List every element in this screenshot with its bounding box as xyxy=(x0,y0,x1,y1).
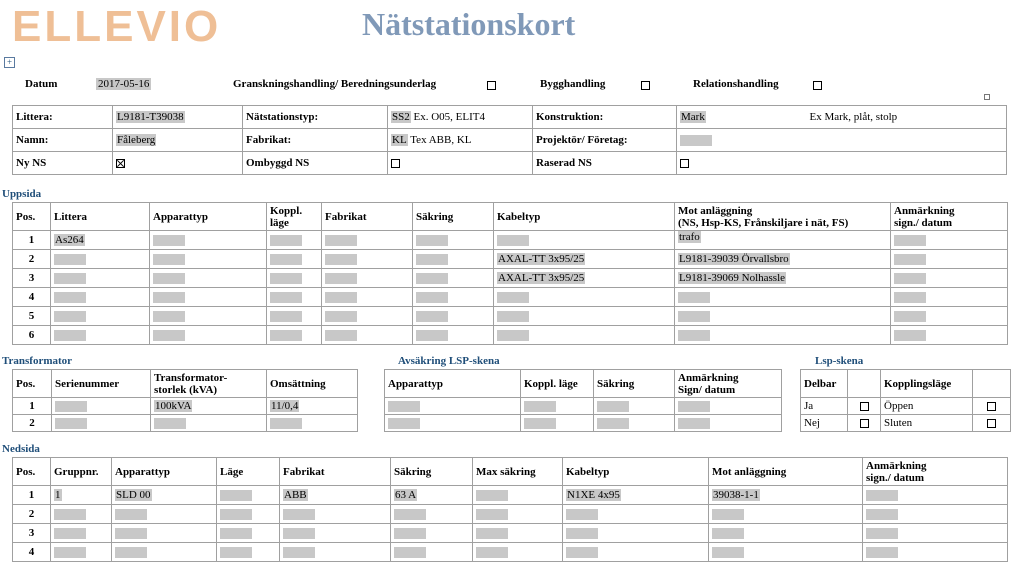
fabrikat-cell[interactable] xyxy=(322,326,413,345)
kabeltyp-cell[interactable] xyxy=(494,288,675,307)
kabeltyp-cell[interactable] xyxy=(494,326,675,345)
sakring-cell[interactable] xyxy=(413,269,494,288)
pos-cell: 1 xyxy=(13,398,52,415)
lage-cell[interactable] xyxy=(217,543,280,562)
fabrikat-cell[interactable] xyxy=(280,543,391,562)
max-sakring-cell[interactable] xyxy=(473,505,563,524)
anmarkning-cell[interactable] xyxy=(863,524,1008,543)
max-sakring-cell[interactable] xyxy=(473,524,563,543)
bygghandling-checkbox[interactable] xyxy=(641,79,650,91)
transformator-heading: Transformator xyxy=(2,355,73,367)
apparattyp-cell[interactable] xyxy=(385,398,521,415)
konstruktion-value: Ex Mark, plåt, stolp xyxy=(807,106,1007,129)
apparattyp-cell[interactable] xyxy=(150,250,267,269)
table-row xyxy=(13,269,1008,288)
anmarkning-cell[interactable] xyxy=(863,486,1008,505)
info-table xyxy=(12,105,1007,175)
ny-ns-checkbox[interactable] xyxy=(113,152,243,175)
littera-cell[interactable] xyxy=(51,307,150,326)
littera-cell[interactable] xyxy=(51,326,150,345)
delbar-label: Ja xyxy=(801,398,848,415)
pos-cell: 1 xyxy=(13,231,51,250)
mot-cell[interactable] xyxy=(675,326,891,345)
kopplingslage-oppen-checkbox[interactable] xyxy=(973,398,1011,415)
pos-cell: 5 xyxy=(13,307,51,326)
sakring-cell[interactable] xyxy=(594,415,675,432)
table-row xyxy=(801,398,1011,415)
sakring-cell[interactable] xyxy=(413,307,494,326)
kopplingslage-label: Öppen xyxy=(881,398,973,415)
table-row xyxy=(801,415,1011,432)
omsattning-cell[interactable]: 11/0,4 xyxy=(267,398,358,415)
littera-value[interactable]: L9181-T39038 xyxy=(113,106,243,129)
col-littera: Littera xyxy=(51,203,150,231)
datum-value[interactable]: 2017-05-16 xyxy=(98,78,150,90)
anmarkning-cell[interactable] xyxy=(675,415,782,432)
anmarkning-cell[interactable] xyxy=(891,269,1008,288)
mot-cell[interactable] xyxy=(709,543,863,562)
anmarkning-cell[interactable] xyxy=(891,307,1008,326)
lsp-skena-table xyxy=(800,369,1011,432)
col-serienummer: Serienummer xyxy=(52,370,151,398)
col-sakring: Säkring xyxy=(413,203,494,231)
col-apparattyp: Apparattyp xyxy=(112,458,217,486)
namn-label: Namn: xyxy=(13,129,113,152)
table-row xyxy=(13,288,1008,307)
kabeltyp-cell[interactable] xyxy=(494,307,675,326)
natstationstyp-value[interactable]: SS2 Ex. O05, ELIT4 xyxy=(388,106,533,129)
page-title: Nätstationskort xyxy=(362,6,576,42)
col-pos: Pos. xyxy=(13,458,51,486)
fabrikat-cell[interactable] xyxy=(280,524,391,543)
col-kopplingslage: Kopplingsläge xyxy=(881,370,973,398)
relationshandling-checkbox[interactable] xyxy=(813,79,822,91)
koppl-cell[interactable] xyxy=(267,288,322,307)
col-gruppnr: Gruppnr. xyxy=(51,458,112,486)
fabrikat-cell[interactable] xyxy=(280,505,391,524)
lage-cell[interactable] xyxy=(217,524,280,543)
col-fabrikat: Fabrikat xyxy=(322,203,413,231)
transformator-table xyxy=(12,369,358,432)
pos-cell: 2 xyxy=(13,505,51,524)
table-resize-handle-icon[interactable] xyxy=(984,94,990,100)
konstruktion-code[interactable]: Mark xyxy=(677,106,807,129)
kopplingslage-sluten-checkbox[interactable] xyxy=(973,415,1011,432)
kabeltyp-cell[interactable]: AXAL-TT 3x95/25 xyxy=(494,269,675,288)
projektor-value[interactable] xyxy=(677,129,1007,152)
max-sakring-cell[interactable] xyxy=(473,486,563,505)
mot-cell[interactable]: L9181-39039 Örvallsbro xyxy=(675,250,891,269)
col-anmarkning: Anmärkning Sign/ datum xyxy=(675,370,782,398)
fabrikat-label: Fabrikat: xyxy=(243,129,388,152)
anmarkning-cell[interactable] xyxy=(863,543,1008,562)
mot-cell[interactable]: 39038-1-1 xyxy=(709,486,863,505)
serienummer-cell[interactable] xyxy=(52,415,151,432)
col-koppl-lage: Koppl. läge xyxy=(521,370,594,398)
col-fabrikat: Fabrikat xyxy=(280,458,391,486)
kabeltyp-cell[interactable] xyxy=(563,524,709,543)
sakring-cell[interactable] xyxy=(391,505,473,524)
mot-cell[interactable] xyxy=(675,307,891,326)
littera-cell[interactable] xyxy=(51,288,150,307)
col-koppl-lage: Koppl. läge xyxy=(267,203,322,231)
delbar-ja-checkbox[interactable] xyxy=(848,398,881,415)
omsattning-cell[interactable] xyxy=(267,415,358,432)
avsakring-table xyxy=(384,369,782,432)
fabrikat-value[interactable]: KL Tex ABB, KL xyxy=(388,129,533,152)
anmarkning-cell[interactable] xyxy=(863,505,1008,524)
sakring-cell[interactable] xyxy=(391,524,473,543)
fabrikat-cell[interactable] xyxy=(322,250,413,269)
apparattyp-cell[interactable] xyxy=(112,505,217,524)
pos-cell: 3 xyxy=(13,524,51,543)
apparattyp-cell[interactable]: SLD 00 xyxy=(112,486,217,505)
gruppnr-cell[interactable] xyxy=(51,505,112,524)
storlek-cell[interactable] xyxy=(151,415,267,432)
anmarkning-cell[interactable] xyxy=(675,398,782,415)
col-lage: Läge xyxy=(217,458,280,486)
gruppnr-cell[interactable]: 1 xyxy=(51,486,112,505)
table-row xyxy=(13,231,1008,250)
nedsida-table xyxy=(12,457,1008,562)
col-sakring: Säkring xyxy=(391,458,473,486)
fabrikat-cell[interactable] xyxy=(322,231,413,250)
col-anmarkning: Anmärkning sign./ datum xyxy=(863,458,1008,486)
col-sakring: Säkring xyxy=(594,370,675,398)
col-mot-anlaggning: Mot anläggning (NS, Hsp-KS, Frånskiljare i nät, FS) xyxy=(675,203,891,231)
granskningshandling-label: Granskningshandling/ Beredningsunderlag xyxy=(233,78,437,90)
koppl-cell[interactable] xyxy=(521,398,594,415)
lage-cell[interactable] xyxy=(217,505,280,524)
sakring-cell[interactable] xyxy=(413,326,494,345)
koppl-cell[interactable] xyxy=(267,307,322,326)
bygghandling-label: Bygghandling xyxy=(540,78,606,90)
pos-cell: 6 xyxy=(13,326,51,345)
apparattyp-cell[interactable] xyxy=(150,307,267,326)
pos-cell: 1 xyxy=(13,486,51,505)
col-anmarkning: Anmärkning sign./ datum xyxy=(891,203,1008,231)
col-pos: Pos. xyxy=(13,370,52,398)
col-kabeltyp: Kabeltyp xyxy=(494,203,675,231)
apparattyp-cell[interactable] xyxy=(150,288,267,307)
pos-cell: 2 xyxy=(13,250,51,269)
col-delbar: Delbar xyxy=(801,370,848,398)
table-row xyxy=(13,524,1008,543)
apparattyp-cell[interactable] xyxy=(112,524,217,543)
gruppnr-cell[interactable] xyxy=(51,524,112,543)
table-row xyxy=(13,543,1008,562)
granskningshandling-checkbox[interactable] xyxy=(487,79,496,91)
littera-cell[interactable] xyxy=(51,250,150,269)
fabrikat-cell[interactable] xyxy=(322,307,413,326)
apparattyp-cell[interactable] xyxy=(150,326,267,345)
table-row xyxy=(13,505,1008,524)
koppl-cell[interactable] xyxy=(267,231,322,250)
pos-cell: 2 xyxy=(13,415,52,432)
table-move-handle-icon[interactable]: + xyxy=(4,57,15,68)
littera-label: Littera: xyxy=(13,106,113,129)
kabeltyp-cell[interactable]: N1XE 4x95 xyxy=(563,486,709,505)
projektor-label: Projektör/ Företag: xyxy=(533,129,677,152)
nedsida-heading: Nedsida xyxy=(2,443,40,455)
delbar-nej-checkbox[interactable] xyxy=(848,415,881,432)
kabeltyp-cell[interactable] xyxy=(563,505,709,524)
littera-cell[interactable]: As264 xyxy=(51,231,150,250)
namn-value[interactable]: Fåleberg xyxy=(113,129,243,152)
fabrikat-cell[interactable] xyxy=(322,269,413,288)
natstationstyp-label: Nätstationstyp: xyxy=(243,106,388,129)
anmarkning-cell[interactable] xyxy=(891,231,1008,250)
max-sakring-cell[interactable] xyxy=(473,543,563,562)
pos-cell: 4 xyxy=(13,288,51,307)
sakring-cell[interactable] xyxy=(391,543,473,562)
avsakring-heading: Avsäkring LSP-skena xyxy=(398,355,500,367)
col-apparattyp: Apparattyp xyxy=(150,203,267,231)
table-row xyxy=(385,398,782,415)
delbar-label: Nej xyxy=(801,415,848,432)
col-kabeltyp: Kabeltyp xyxy=(563,458,709,486)
ombyggd-ns-label: Ombyggd NS xyxy=(243,152,388,175)
datum-label: Datum xyxy=(25,78,58,90)
fabrikat-cell[interactable]: ABB xyxy=(280,486,391,505)
uppsida-table xyxy=(12,202,1008,345)
table-row xyxy=(385,415,782,432)
table-row xyxy=(13,398,358,415)
storlek-cell[interactable]: 100kVA xyxy=(151,398,267,415)
koppl-cell[interactable] xyxy=(267,250,322,269)
table-row xyxy=(13,250,1008,269)
kopplingslage-label: Sluten xyxy=(881,415,973,432)
anmarkning-cell[interactable] xyxy=(891,288,1008,307)
raserad-ns-checkbox[interactable] xyxy=(677,152,1007,175)
sakring-cell[interactable] xyxy=(594,398,675,415)
mot-cell[interactable] xyxy=(709,524,863,543)
ellevio-logo: ELLEVIO xyxy=(12,2,222,51)
table-row xyxy=(13,307,1008,326)
table-row xyxy=(13,326,1008,345)
gruppnr-cell[interactable] xyxy=(51,543,112,562)
lsp-skena-heading: Lsp-skena xyxy=(815,355,864,367)
serienummer-cell[interactable] xyxy=(52,398,151,415)
littera-cell[interactable] xyxy=(51,269,150,288)
kabeltyp-cell[interactable] xyxy=(494,231,675,250)
konstruktion-label: Konstruktion: xyxy=(533,106,677,129)
ombyggd-ns-checkbox[interactable] xyxy=(388,152,533,175)
lage-cell[interactable] xyxy=(217,486,280,505)
fabrikat-cell[interactable] xyxy=(322,288,413,307)
pos-cell: 4 xyxy=(13,543,51,562)
mot-cell[interactable]: L9181-39069 Nolhassle xyxy=(675,269,891,288)
kabeltyp-cell[interactable]: AXAL-TT 3x95/25 xyxy=(494,250,675,269)
col-apparattyp: Apparattyp xyxy=(385,370,521,398)
koppl-cell[interactable] xyxy=(267,326,322,345)
table-row xyxy=(13,415,358,432)
col-pos: Pos. xyxy=(13,203,51,231)
kabeltyp-cell[interactable] xyxy=(563,543,709,562)
sakring-cell[interactable] xyxy=(413,231,494,250)
mot-cell[interactable] xyxy=(675,288,891,307)
raserad-ns-label: Raserad NS xyxy=(533,152,677,175)
uppsida-heading: Uppsida xyxy=(2,188,42,200)
sakring-cell[interactable] xyxy=(413,250,494,269)
sakring-cell[interactable] xyxy=(413,288,494,307)
koppl-cell[interactable] xyxy=(521,415,594,432)
col-max-sakring: Max säkring xyxy=(473,458,563,486)
col-omsattning: Omsättning xyxy=(267,370,358,398)
apparattyp-cell[interactable] xyxy=(112,543,217,562)
anmarkning-cell[interactable] xyxy=(891,250,1008,269)
sakring-cell[interactable]: 63 A xyxy=(391,486,473,505)
pos-cell: 3 xyxy=(13,269,51,288)
relationshandling-label: Relationshandling xyxy=(693,78,779,90)
apparattyp-cell[interactable] xyxy=(150,231,267,250)
col-storlek: Transformator- storlek (kVA) xyxy=(151,370,267,398)
table-row xyxy=(13,486,1008,505)
koppl-cell[interactable] xyxy=(267,269,322,288)
apparattyp-cell[interactable] xyxy=(150,269,267,288)
mot-cell[interactable] xyxy=(709,505,863,524)
ny-ns-label: Ny NS xyxy=(13,152,113,175)
col-mot-anlaggning: Mot anläggning xyxy=(709,458,863,486)
mot-cell[interactable]: trafo xyxy=(675,231,891,250)
anmarkning-cell[interactable] xyxy=(891,326,1008,345)
apparattyp-cell[interactable] xyxy=(385,415,521,432)
